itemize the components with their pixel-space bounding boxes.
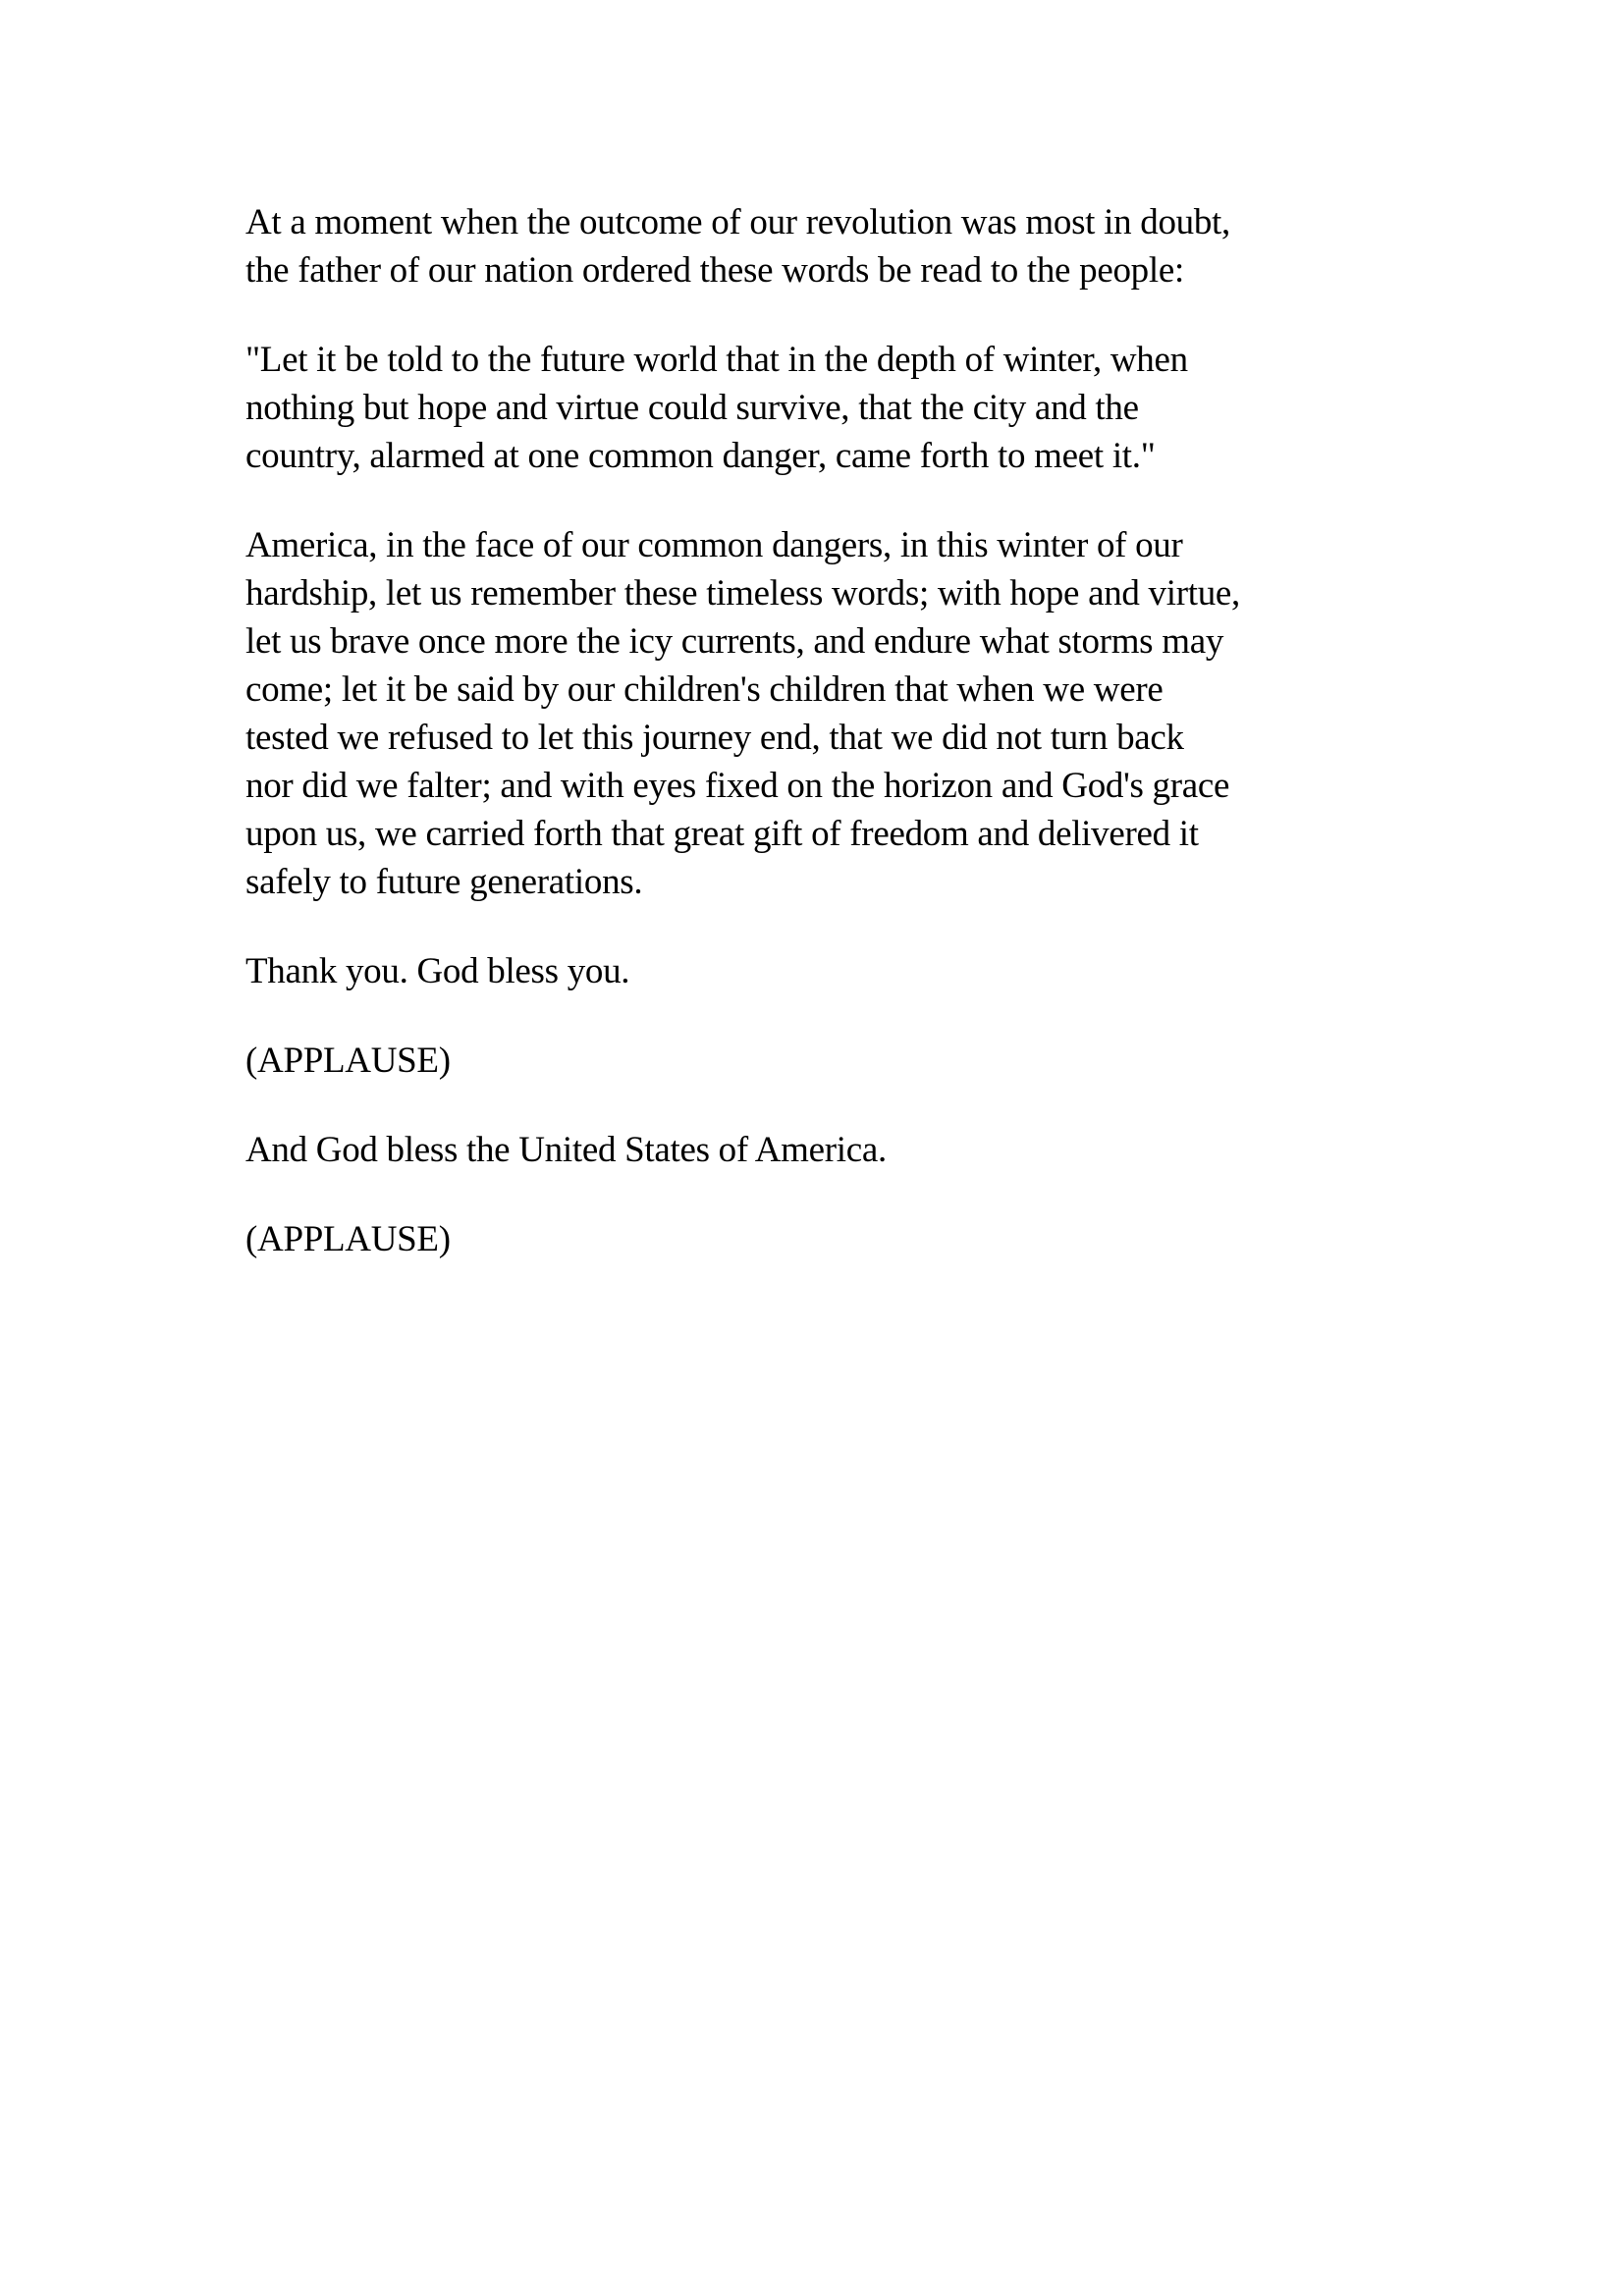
text-line: hardship, let us remember these timeless words; with hope and virtue, <box>245 573 1241 614</box>
text-line: upon us, we carried forth that great gift of freedom and delivered it <box>245 814 1199 854</box>
text-line: (APPLAUSE) <box>245 1041 451 1081</box>
text-line: Thank you. God bless you. <box>245 951 630 991</box>
text-line: At a moment when the outcome of our revolution was most in doubt, <box>245 202 1230 242</box>
paragraph-quote <box>245 336 1240 480</box>
paragraph-god-bless <box>245 1126 1240 1174</box>
paragraph-america <box>245 521 1240 906</box>
text-line: nothing but hope and virtue could survive, that the city and the <box>245 388 1139 428</box>
text-block <box>245 198 1240 1305</box>
paragraph-intro <box>245 198 1240 294</box>
text-line: nor did we falter; and with eyes fixed on the horizon and God's grace <box>245 766 1230 806</box>
paragraph-thank-you <box>245 947 1240 995</box>
text-line: tested we refused to let this journey end, that we did not turn back <box>245 718 1184 758</box>
text-line: let us brave once more the icy currents, and endure what storms may <box>245 621 1224 662</box>
text-line: country, alarmed at one common danger, came forth to meet it." <box>245 436 1156 476</box>
text-line: America, in the face of our common dangers, in this winter of our <box>245 525 1183 565</box>
paragraph-applause-1 <box>245 1037 1240 1085</box>
text-line: And God bless the United States of America. <box>245 1130 887 1170</box>
text-line: safely to future generations. <box>245 862 643 902</box>
text-line: "Let it be told to the future world that in the depth of winter, when <box>245 340 1188 380</box>
text-line: the father of our nation ordered these words be read to the people: <box>245 250 1184 291</box>
text-line: (APPLAUSE) <box>245 1219 451 1259</box>
text-line: come; let it be said by our children's children that when we were <box>245 669 1164 710</box>
paragraph-applause-2 <box>245 1215 1240 1263</box>
